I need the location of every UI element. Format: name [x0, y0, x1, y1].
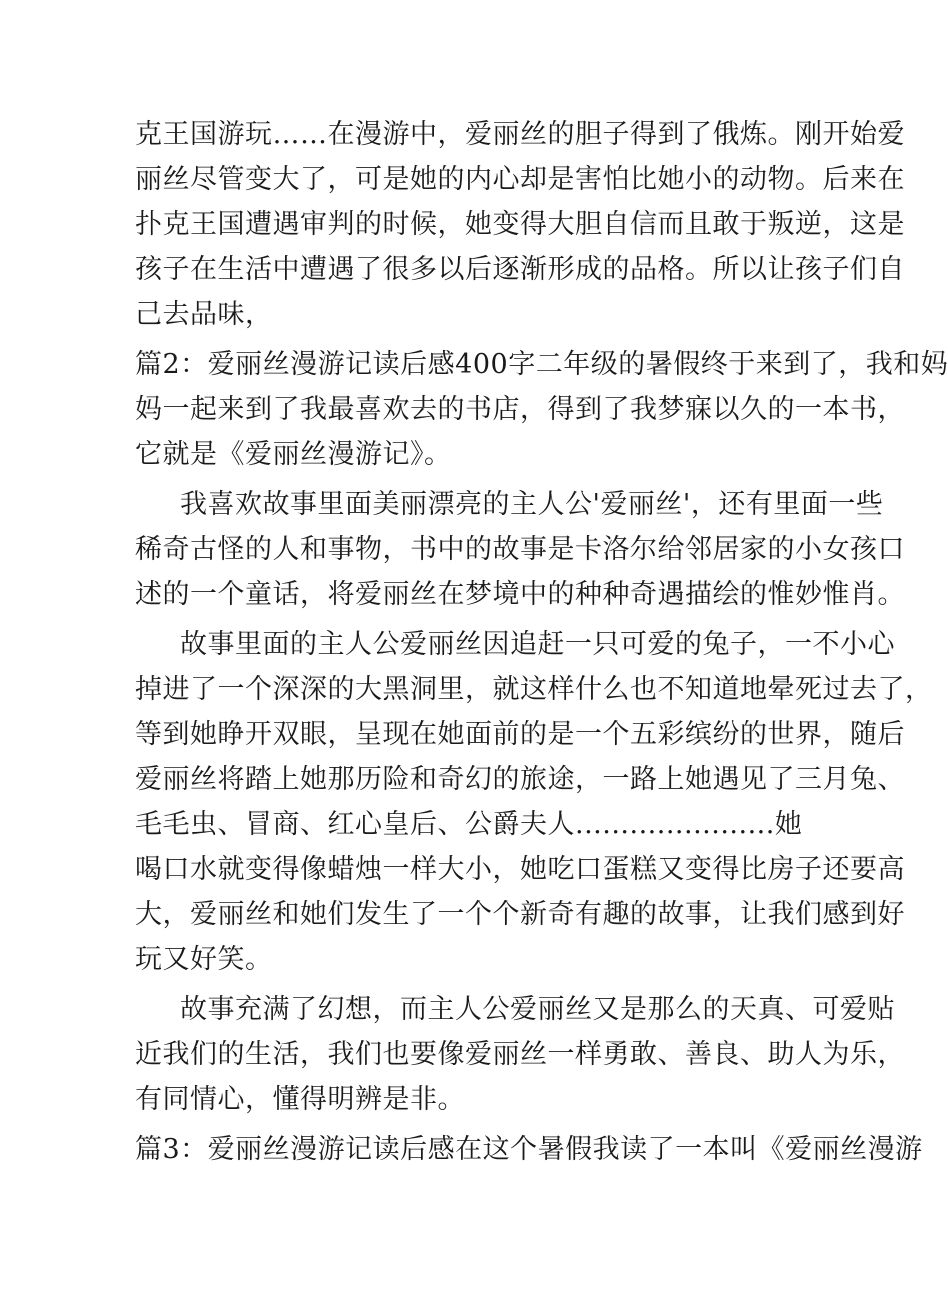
- text-line: 克王国游玩……在漫游中，爱丽丝的胆子得到了俄炼。刚开始爱: [135, 119, 905, 150]
- text-line: 掉进了一个深深的大黑洞里，就这样什么也不知道地晕死过去了，: [135, 674, 933, 705]
- text-line: 近我们的生活，我们也要像爱丽丝一样勇敢、善良、助人为乐，: [135, 1039, 905, 1070]
- paragraph-first-line: 我喜欢故事里面美丽漂亮的主人公'爱丽丝'，还有里面一些: [180, 489, 884, 520]
- section-heading-line: 篇2：爱丽丝漫游记读后感400字二年级的暑假终于来到了，我和妈: [135, 349, 948, 380]
- text-line: 玩又好笑。: [135, 944, 273, 975]
- text-line: 有同情心，懂得明辨是非。: [135, 1084, 465, 1115]
- text-line: 己去品味，: [135, 299, 273, 330]
- text-line: 丽丝尽管变大了，可是她的内心却是害怕比她小的动物。后来在: [135, 164, 905, 195]
- text-line: 扑克王国遭遇审判的时候，她变得大胆自信而且敢于叛逆，这是: [135, 209, 905, 240]
- text-line: 大，爱丽丝和她们发生了一个个新奇有趣的故事，让我们感到好: [135, 899, 905, 930]
- paragraph-first-line: 故事里面的主人公爱丽丝因追赶一只可爱的兔子，一不小心: [180, 629, 895, 660]
- section-heading-line: 篇3：爱丽丝漫游记读后感在这个暑假我读了一本叫《爱丽丝漫游: [135, 1134, 923, 1165]
- text-line: 喝口水就变得像蜡烛一样大小，她吃口蛋糕又变得比房子还要高: [135, 854, 905, 885]
- text-line: 爱丽丝将踏上她那历险和奇幻的旅途，一路上她遇见了三月兔、: [135, 764, 905, 795]
- text-line: 稀奇古怪的人和事物，书中的故事是卡洛尔给邻居家的小女孩口: [135, 534, 905, 565]
- text-line: 妈一起来到了我最喜欢去的书店，得到了我梦寐以久的一本书，: [135, 394, 905, 425]
- text-line: 等到她睁开双眼，呈现在她面前的是一个五彩缤纷的世界，随后: [135, 719, 905, 750]
- text-line: 它就是《爱丽丝漫游记》。: [135, 439, 452, 470]
- text-line: 孩子在生活中遭遇了很多以后逐渐形成的品格。所以让孩子们自: [135, 254, 905, 285]
- text-line: 毛毛虫、冒商、红心皇后、公爵夫人......................她: [135, 809, 803, 840]
- paragraph-first-line: 故事充满了幻想，而主人公爱丽丝又是那么的天真、可爱贴: [180, 994, 895, 1025]
- text-line: 述的一个童话，将爱丽丝在梦境中的种种奇遇描绘的惟妙惟肖。: [135, 579, 905, 610]
